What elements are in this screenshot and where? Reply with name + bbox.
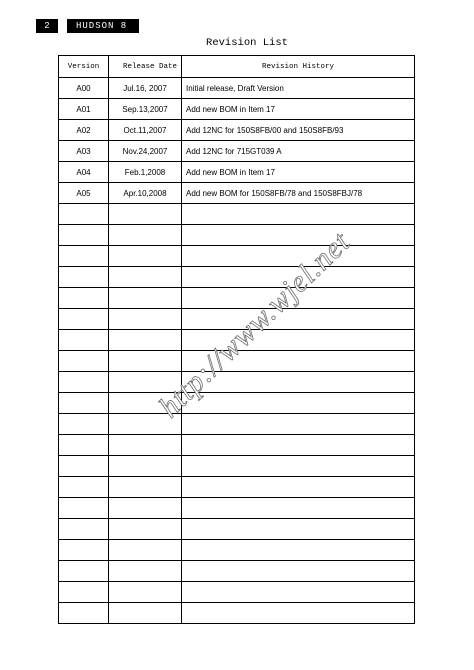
release-date-cell: Apr.10,2008 <box>109 183 182 204</box>
table-header-row <box>59 56 415 78</box>
version-cell: A02 <box>59 120 109 141</box>
table-row <box>59 120 415 141</box>
release-date-cell <box>109 561 182 582</box>
release-date-cell: Sep.13,2007 <box>109 99 182 120</box>
table-row <box>59 477 415 498</box>
release-date-cell <box>109 330 182 351</box>
table-row <box>59 78 415 99</box>
version-cell <box>59 372 109 393</box>
version-cell <box>59 204 109 225</box>
release-date-cell <box>109 204 182 225</box>
release-date-cell <box>109 225 182 246</box>
revision-history-cell <box>182 582 415 603</box>
table-row <box>59 414 415 435</box>
revision-history-cell <box>182 561 415 582</box>
table-row <box>59 267 415 288</box>
version-cell <box>59 246 109 267</box>
table-row <box>59 246 415 267</box>
table-row <box>59 141 415 162</box>
revision-history-cell: Add 12NC for 715GT039 A <box>182 141 415 162</box>
release-date-cell: Feb.1,2008 <box>109 162 182 183</box>
version-cell <box>59 309 109 330</box>
revision-history-cell <box>182 393 415 414</box>
table-row <box>59 162 415 183</box>
version-cell <box>59 225 109 246</box>
version-cell <box>59 498 109 519</box>
version-cell <box>59 267 109 288</box>
revision-history-cell <box>182 519 415 540</box>
column-header-revision-history: Revision History <box>182 56 415 78</box>
version-cell: A04 <box>59 162 109 183</box>
revision-history-cell <box>182 414 415 435</box>
revision-history-cell <box>182 204 415 225</box>
revision-history-cell: Add new BOM in Item 17 <box>182 162 415 183</box>
version-cell <box>59 561 109 582</box>
version-cell <box>59 288 109 309</box>
revision-history-cell: Add 12NC for 150S8FB/00 and 150S8FB/93 <box>182 120 415 141</box>
version-cell: A05 <box>59 183 109 204</box>
release-date-cell <box>109 456 182 477</box>
release-date-cell <box>109 582 182 603</box>
table-row <box>59 498 415 519</box>
column-header-release-date: Release Date <box>109 56 182 78</box>
version-cell: A00 <box>59 78 109 99</box>
table-row <box>59 435 415 456</box>
column-header-version: Version <box>59 56 109 78</box>
version-cell: A01 <box>59 99 109 120</box>
release-date-cell <box>109 540 182 561</box>
version-cell <box>59 582 109 603</box>
revision-history-cell <box>182 309 415 330</box>
table-row <box>59 582 415 603</box>
release-date-cell <box>109 477 182 498</box>
release-date-cell <box>109 309 182 330</box>
release-date-cell: Nov.24,2007 <box>109 141 182 162</box>
version-cell <box>59 414 109 435</box>
release-date-cell <box>109 603 182 624</box>
page-number: 2 <box>36 19 58 33</box>
revision-history-cell <box>182 477 415 498</box>
table-row <box>59 372 415 393</box>
release-date-cell <box>109 288 182 309</box>
table-row <box>59 519 415 540</box>
table-row <box>59 561 415 582</box>
release-date-cell <box>109 519 182 540</box>
page-title: Revision List <box>206 37 288 49</box>
table-row <box>59 393 415 414</box>
table-row <box>59 603 415 624</box>
revision-history-cell <box>182 498 415 519</box>
revision-history-cell: Add new BOM in Item 17 <box>182 99 415 120</box>
table-row <box>59 456 415 477</box>
revision-history-cell: Initial release, Draft Version <box>182 78 415 99</box>
release-date-cell <box>109 498 182 519</box>
revision-history-cell <box>182 456 415 477</box>
revision-history-cell <box>182 435 415 456</box>
release-date-cell <box>109 246 182 267</box>
version-cell <box>59 456 109 477</box>
version-cell <box>59 330 109 351</box>
revision-history-cell <box>182 540 415 561</box>
watermark-url: http://www.wjel.net <box>152 225 357 424</box>
release-date-cell: Jul.16, 2007 <box>109 78 182 99</box>
version-cell <box>59 435 109 456</box>
version-cell <box>59 351 109 372</box>
release-date-cell <box>109 351 182 372</box>
table-row <box>59 183 415 204</box>
version-cell <box>59 393 109 414</box>
table-row <box>59 288 415 309</box>
revision-history-cell: Add new BOM for 150S8FB/78 and 150S8FBJ/78 <box>182 183 415 204</box>
release-date-cell: Oct.11,2007 <box>109 120 182 141</box>
version-cell <box>59 477 109 498</box>
version-cell <box>59 603 109 624</box>
version-cell: A03 <box>59 141 109 162</box>
version-cell <box>59 540 109 561</box>
release-date-cell <box>109 267 182 288</box>
version-cell <box>59 519 109 540</box>
table-row <box>59 540 415 561</box>
table-row <box>59 99 415 120</box>
revision-history-cell <box>182 603 415 624</box>
model-name: HUDSON 8 <box>67 19 139 33</box>
